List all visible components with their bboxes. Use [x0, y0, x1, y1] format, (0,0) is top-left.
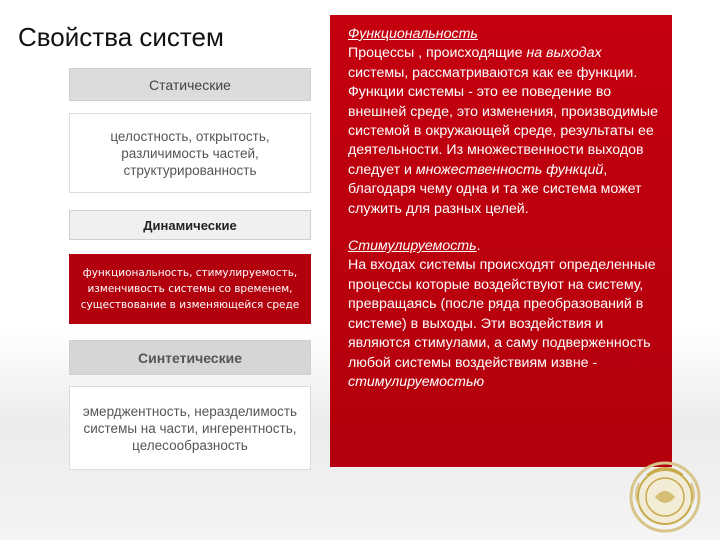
- stimulability-title: Стимулируемость: [348, 238, 477, 255]
- static-header: [69, 68, 311, 101]
- functionality-text-1a: Процессы , происходящие: [348, 45, 527, 62]
- dynamic-header-label: Динамические: [143, 217, 237, 233]
- functionality-text-1-em: на выходах: [526, 45, 602, 62]
- description-panel: [330, 15, 672, 467]
- stimulability-text-em: стимулируемостью: [348, 373, 485, 390]
- static-body-text: целостность, открытость, различимость частей, структурированность: [110, 128, 270, 178]
- stimulability-text: На входах системы происходят определенные процессы которые воздействуют на систему, превращаясь (после ряда преобразований в системе) в выходы. Эти воздействия и являются стимулами, а саму подверженность любой системы воздействиям извне -: [348, 257, 656, 371]
- static-body: [69, 113, 311, 193]
- functionality-section: [348, 25, 660, 219]
- seal-emblem-icon: [625, 455, 705, 535]
- synthetic-header: [69, 340, 311, 375]
- synthetic-body: [69, 386, 311, 470]
- functionality-text-2-em: множественность функций: [415, 161, 604, 178]
- dynamic-body: [69, 254, 311, 324]
- dynamic-header: [69, 210, 311, 240]
- synthetic-header-label: Синтетические: [137, 349, 242, 366]
- functionality-text-1b: системы, рассматриваются как ее функции.: [348, 64, 638, 81]
- stimulability-section: [348, 237, 660, 392]
- functionality-text-2b: , благодаря чему одна и та же система может служить для разных целей.: [348, 161, 642, 217]
- dynamic-body-text: функциональность, стимулируемость, изменчивость системы со временем, существование в изменяющейся среде: [80, 267, 300, 311]
- functionality-title: Функциональность: [348, 26, 478, 42]
- synthetic-body-text: эмерджентность, неразделимость системы на части, ингерентность, целесообразность: [82, 403, 298, 453]
- stimulability-title-dot: .: [476, 238, 481, 255]
- slide-title: Свойства систем: [18, 22, 224, 52]
- static-header-label: Статические: [149, 76, 231, 93]
- functionality-text-2a: Функции системы - это ее поведение во внешней среде, это изменения, производимые системой в окружающей среде, результаты ее деятельности. Из множественности выходов следует и: [348, 84, 658, 178]
